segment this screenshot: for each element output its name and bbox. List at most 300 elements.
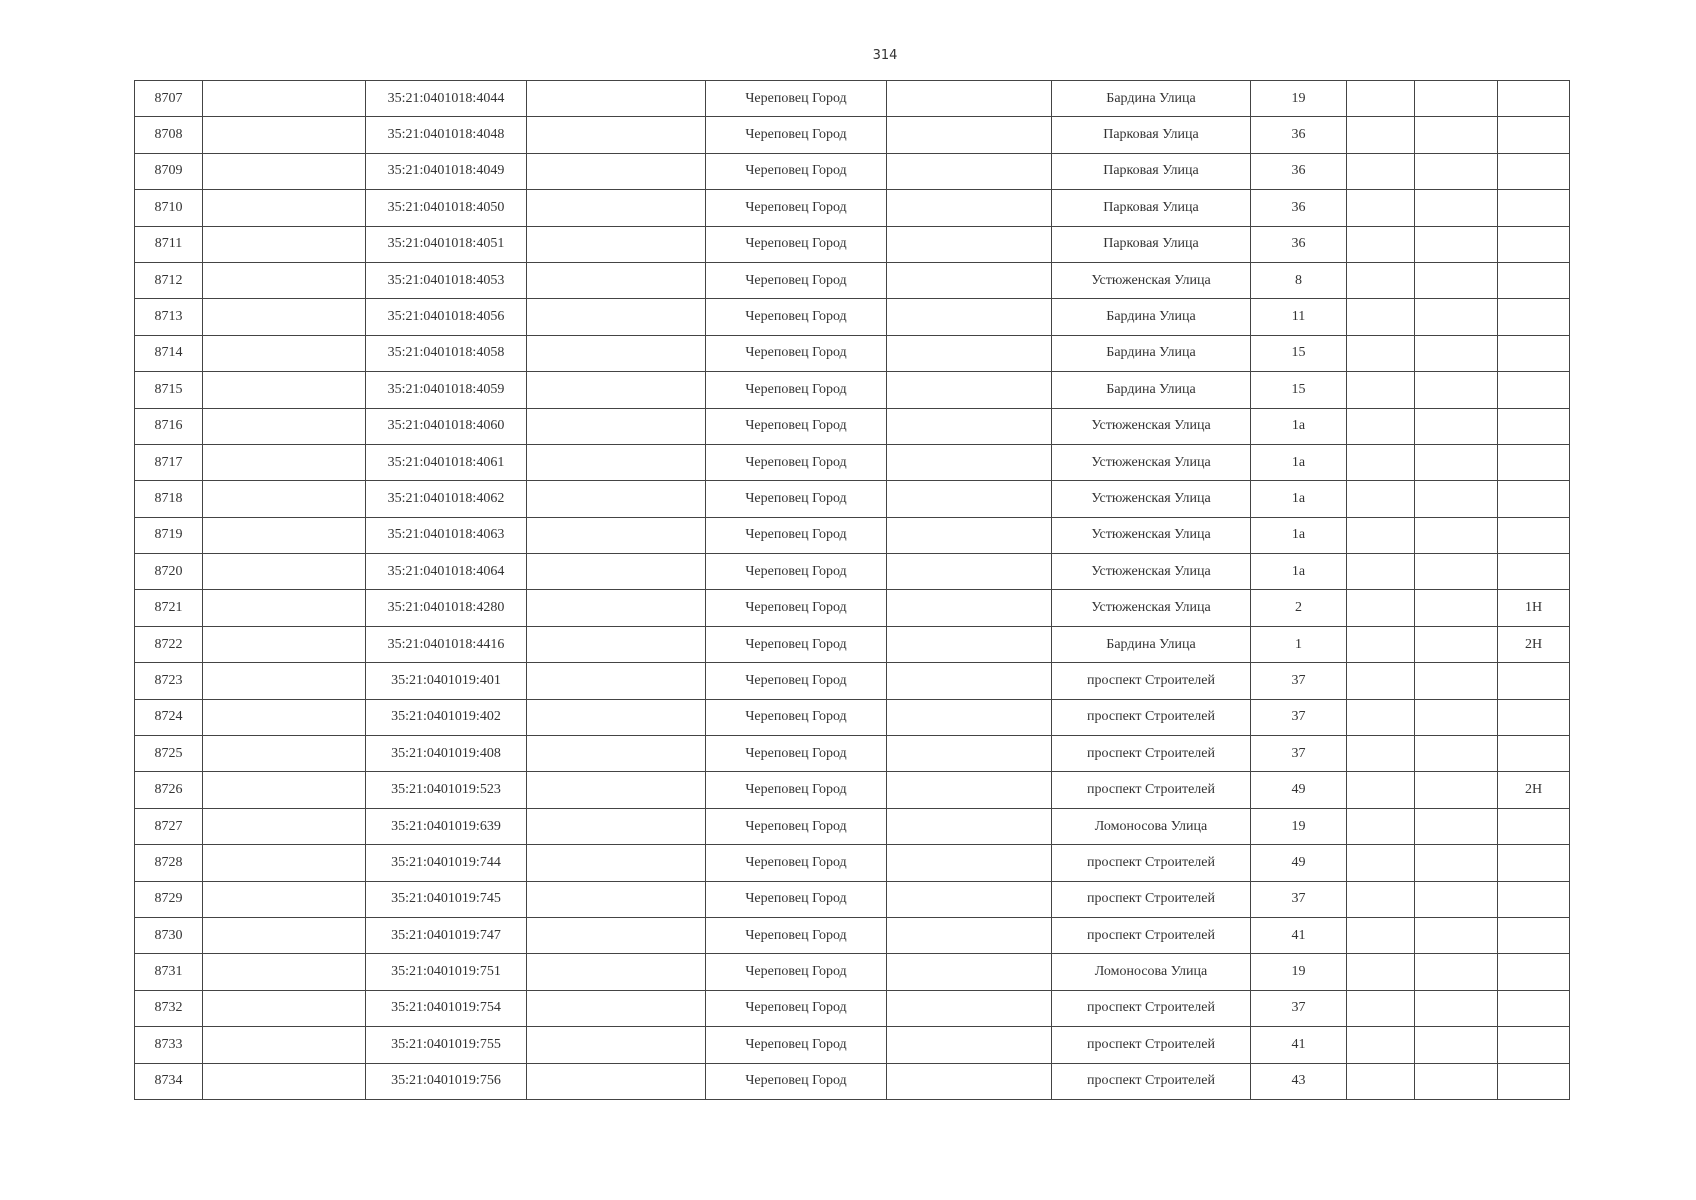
empty-cell bbox=[1415, 772, 1498, 808]
row-number-cell: 8709 bbox=[135, 153, 203, 189]
table-body bbox=[135, 81, 1570, 1100]
empty-cell bbox=[203, 990, 366, 1026]
empty-cell bbox=[1415, 1027, 1498, 1063]
empty-cell bbox=[203, 444, 366, 480]
cadastral-number-cell: 35:21:0401019:756 bbox=[366, 1063, 527, 1099]
table-row bbox=[135, 736, 1570, 772]
empty-cell bbox=[1415, 408, 1498, 444]
house-number-cell: 19 bbox=[1251, 808, 1347, 844]
empty-cell bbox=[887, 262, 1052, 298]
empty-cell bbox=[203, 190, 366, 226]
street-cell: проспект Строителей bbox=[1052, 917, 1251, 953]
empty-cell bbox=[203, 663, 366, 699]
table-row bbox=[135, 590, 1570, 626]
row-number-cell: 8733 bbox=[135, 1027, 203, 1063]
empty-cell bbox=[1347, 517, 1415, 553]
empty-cell bbox=[887, 736, 1052, 772]
empty-cell bbox=[1347, 990, 1415, 1026]
city-cell: Череповец Город bbox=[706, 1027, 887, 1063]
city-cell: Череповец Город bbox=[706, 845, 887, 881]
table-row bbox=[135, 917, 1570, 953]
city-cell: Череповец Город bbox=[706, 881, 887, 917]
row-number-cell: 8720 bbox=[135, 554, 203, 590]
empty-cell bbox=[527, 881, 706, 917]
empty-cell bbox=[1347, 663, 1415, 699]
table-row bbox=[135, 663, 1570, 699]
city-cell: Череповец Город bbox=[706, 663, 887, 699]
premise-cell bbox=[1498, 881, 1570, 917]
empty-cell bbox=[1415, 881, 1498, 917]
empty-cell bbox=[1347, 845, 1415, 881]
street-cell: проспект Строителей bbox=[1052, 1063, 1251, 1099]
table-row bbox=[135, 990, 1570, 1026]
city-cell: Череповец Город bbox=[706, 372, 887, 408]
row-number-cell: 8722 bbox=[135, 626, 203, 662]
city-cell: Череповец Город bbox=[706, 1063, 887, 1099]
premise-cell bbox=[1498, 1063, 1570, 1099]
empty-cell bbox=[1347, 299, 1415, 335]
empty-cell bbox=[1415, 845, 1498, 881]
premise-cell bbox=[1498, 1027, 1570, 1063]
empty-cell bbox=[1415, 81, 1498, 117]
empty-cell bbox=[887, 772, 1052, 808]
cadastral-number-cell: 35:21:0401019:755 bbox=[366, 1027, 527, 1063]
empty-cell bbox=[1415, 663, 1498, 699]
house-number-cell: 2 bbox=[1251, 590, 1347, 626]
city-cell: Череповец Город bbox=[706, 117, 887, 153]
premise-cell bbox=[1498, 444, 1570, 480]
cadastral-number-cell: 35:21:0401018:4049 bbox=[366, 153, 527, 189]
city-cell: Череповец Город bbox=[706, 299, 887, 335]
empty-cell bbox=[1347, 408, 1415, 444]
row-number-cell: 8727 bbox=[135, 808, 203, 844]
street-cell: Бардина Улица bbox=[1052, 626, 1251, 662]
table-row bbox=[135, 153, 1570, 189]
street-cell: Устюженская Улица bbox=[1052, 262, 1251, 298]
city-cell: Череповец Город bbox=[706, 262, 887, 298]
empty-cell bbox=[887, 117, 1052, 153]
street-cell: проспект Строителей bbox=[1052, 699, 1251, 735]
cadastral-number-cell: 35:21:0401018:4063 bbox=[366, 517, 527, 553]
empty-cell bbox=[203, 1063, 366, 1099]
empty-cell bbox=[527, 226, 706, 262]
street-cell: Бардина Улица bbox=[1052, 335, 1251, 371]
table-row bbox=[135, 226, 1570, 262]
empty-cell bbox=[1415, 699, 1498, 735]
empty-cell bbox=[1347, 190, 1415, 226]
registry-table bbox=[134, 80, 1570, 1100]
house-number-cell: 49 bbox=[1251, 845, 1347, 881]
cadastral-number-cell: 35:21:0401018:4064 bbox=[366, 554, 527, 590]
row-number-cell: 8707 bbox=[135, 81, 203, 117]
premise-cell bbox=[1498, 954, 1570, 990]
row-number-cell: 8721 bbox=[135, 590, 203, 626]
premise-cell bbox=[1498, 554, 1570, 590]
city-cell: Череповец Город bbox=[706, 190, 887, 226]
street-cell: проспект Строителей bbox=[1052, 736, 1251, 772]
empty-cell bbox=[203, 845, 366, 881]
empty-cell bbox=[1415, 226, 1498, 262]
house-number-cell: 37 bbox=[1251, 663, 1347, 699]
street-cell: Парковая Улица bbox=[1052, 226, 1251, 262]
row-number-cell: 8725 bbox=[135, 736, 203, 772]
table-row bbox=[135, 81, 1570, 117]
empty-cell bbox=[527, 408, 706, 444]
house-number-cell: 43 bbox=[1251, 1063, 1347, 1099]
premise-cell bbox=[1498, 517, 1570, 553]
empty-cell bbox=[1415, 335, 1498, 371]
empty-cell bbox=[1415, 1063, 1498, 1099]
house-number-cell: 41 bbox=[1251, 917, 1347, 953]
table-row bbox=[135, 699, 1570, 735]
empty-cell bbox=[527, 990, 706, 1026]
city-cell: Череповец Город bbox=[706, 335, 887, 371]
table-row bbox=[135, 372, 1570, 408]
table-row bbox=[135, 1063, 1570, 1099]
empty-cell bbox=[527, 808, 706, 844]
cadastral-number-cell: 35:21:0401018:4053 bbox=[366, 262, 527, 298]
cadastral-number-cell: 35:21:0401018:4059 bbox=[366, 372, 527, 408]
house-number-cell: 36 bbox=[1251, 190, 1347, 226]
empty-cell bbox=[1415, 190, 1498, 226]
empty-cell bbox=[1347, 590, 1415, 626]
empty-cell bbox=[887, 845, 1052, 881]
table-row bbox=[135, 262, 1570, 298]
house-number-cell: 37 bbox=[1251, 881, 1347, 917]
premise-cell bbox=[1498, 808, 1570, 844]
table-row bbox=[135, 408, 1570, 444]
empty-cell bbox=[1347, 626, 1415, 662]
city-cell: Череповец Город bbox=[706, 590, 887, 626]
empty-cell bbox=[527, 554, 706, 590]
cadastral-number-cell: 35:21:0401018:4048 bbox=[366, 117, 527, 153]
empty-cell bbox=[203, 736, 366, 772]
empty-cell bbox=[203, 517, 366, 553]
house-number-cell: 1а bbox=[1251, 517, 1347, 553]
empty-cell bbox=[1347, 262, 1415, 298]
empty-cell bbox=[887, 517, 1052, 553]
premise-cell bbox=[1498, 699, 1570, 735]
empty-cell bbox=[527, 262, 706, 298]
street-cell: Устюженская Улица bbox=[1052, 481, 1251, 517]
empty-cell bbox=[203, 917, 366, 953]
empty-cell bbox=[203, 881, 366, 917]
empty-cell bbox=[887, 1027, 1052, 1063]
empty-cell bbox=[203, 117, 366, 153]
street-cell: проспект Строителей bbox=[1052, 881, 1251, 917]
cadastral-number-cell: 35:21:0401018:4058 bbox=[366, 335, 527, 371]
empty-cell bbox=[1347, 481, 1415, 517]
cadastral-number-cell: 35:21:0401019:745 bbox=[366, 881, 527, 917]
empty-cell bbox=[527, 299, 706, 335]
row-number-cell: 8731 bbox=[135, 954, 203, 990]
empty-cell bbox=[527, 444, 706, 480]
empty-cell bbox=[887, 299, 1052, 335]
empty-cell bbox=[1415, 444, 1498, 480]
row-number-cell: 8732 bbox=[135, 990, 203, 1026]
premise-cell bbox=[1498, 408, 1570, 444]
empty-cell bbox=[203, 808, 366, 844]
street-cell: Бардина Улица bbox=[1052, 372, 1251, 408]
empty-cell bbox=[887, 590, 1052, 626]
cadastral-number-cell: 35:21:0401018:4280 bbox=[366, 590, 527, 626]
premise-cell bbox=[1498, 117, 1570, 153]
house-number-cell: 41 bbox=[1251, 1027, 1347, 1063]
empty-cell bbox=[1347, 81, 1415, 117]
cadastral-number-cell: 35:21:0401019:408 bbox=[366, 736, 527, 772]
empty-cell bbox=[887, 372, 1052, 408]
empty-cell bbox=[1415, 917, 1498, 953]
empty-cell bbox=[203, 626, 366, 662]
row-number-cell: 8712 bbox=[135, 262, 203, 298]
premise-cell bbox=[1498, 481, 1570, 517]
empty-cell bbox=[887, 554, 1052, 590]
row-number-cell: 8716 bbox=[135, 408, 203, 444]
empty-cell bbox=[887, 626, 1052, 662]
row-number-cell: 8710 bbox=[135, 190, 203, 226]
house-number-cell: 49 bbox=[1251, 772, 1347, 808]
premise-cell bbox=[1498, 262, 1570, 298]
table-row bbox=[135, 845, 1570, 881]
empty-cell bbox=[1415, 736, 1498, 772]
empty-cell bbox=[1415, 990, 1498, 1026]
empty-cell bbox=[887, 81, 1052, 117]
empty-cell bbox=[1347, 335, 1415, 371]
cadastral-number-cell: 35:21:0401018:4050 bbox=[366, 190, 527, 226]
empty-cell bbox=[527, 81, 706, 117]
empty-cell bbox=[1347, 917, 1415, 953]
house-number-cell: 1а bbox=[1251, 554, 1347, 590]
city-cell: Череповец Город bbox=[706, 444, 887, 480]
empty-cell bbox=[527, 590, 706, 626]
row-number-cell: 8729 bbox=[135, 881, 203, 917]
house-number-cell: 19 bbox=[1251, 81, 1347, 117]
house-number-cell: 37 bbox=[1251, 699, 1347, 735]
empty-cell bbox=[1415, 299, 1498, 335]
empty-cell bbox=[203, 1027, 366, 1063]
cadastral-number-cell: 35:21:0401018:4062 bbox=[366, 481, 527, 517]
street-cell: Устюженская Улица bbox=[1052, 590, 1251, 626]
city-cell: Череповец Город bbox=[706, 917, 887, 953]
empty-cell bbox=[887, 954, 1052, 990]
table-row bbox=[135, 335, 1570, 371]
street-cell: Парковая Улица bbox=[1052, 117, 1251, 153]
house-number-cell: 37 bbox=[1251, 736, 1347, 772]
row-number-cell: 8724 bbox=[135, 699, 203, 735]
table-row bbox=[135, 444, 1570, 480]
row-number-cell: 8717 bbox=[135, 444, 203, 480]
empty-cell bbox=[887, 335, 1052, 371]
city-cell: Череповец Город bbox=[706, 226, 887, 262]
street-cell: Устюженская Улица bbox=[1052, 554, 1251, 590]
table-row bbox=[135, 626, 1570, 662]
empty-cell bbox=[527, 153, 706, 189]
empty-cell bbox=[887, 990, 1052, 1026]
street-cell: Ломоносова Улица bbox=[1052, 954, 1251, 990]
empty-cell bbox=[203, 299, 366, 335]
street-cell: проспект Строителей bbox=[1052, 663, 1251, 699]
empty-cell bbox=[887, 481, 1052, 517]
empty-cell bbox=[1415, 517, 1498, 553]
empty-cell bbox=[1347, 117, 1415, 153]
empty-cell bbox=[1415, 554, 1498, 590]
empty-cell bbox=[527, 954, 706, 990]
empty-cell bbox=[887, 408, 1052, 444]
empty-cell bbox=[1347, 736, 1415, 772]
empty-cell bbox=[527, 117, 706, 153]
house-number-cell: 36 bbox=[1251, 153, 1347, 189]
empty-cell bbox=[527, 481, 706, 517]
premise-cell bbox=[1498, 226, 1570, 262]
table-row bbox=[135, 554, 1570, 590]
empty-cell bbox=[1347, 226, 1415, 262]
empty-cell bbox=[1415, 481, 1498, 517]
empty-cell bbox=[527, 190, 706, 226]
table-row bbox=[135, 808, 1570, 844]
empty-cell bbox=[887, 444, 1052, 480]
empty-cell bbox=[203, 699, 366, 735]
table-row bbox=[135, 954, 1570, 990]
house-number-cell: 19 bbox=[1251, 954, 1347, 990]
street-cell: Парковая Улица bbox=[1052, 153, 1251, 189]
street-cell: Бардина Улица bbox=[1052, 81, 1251, 117]
city-cell: Череповец Город bbox=[706, 153, 887, 189]
empty-cell bbox=[527, 699, 706, 735]
empty-cell bbox=[203, 590, 366, 626]
table-row bbox=[135, 481, 1570, 517]
street-cell: проспект Строителей bbox=[1052, 990, 1251, 1026]
row-number-cell: 8719 bbox=[135, 517, 203, 553]
empty-cell bbox=[527, 372, 706, 408]
empty-cell bbox=[527, 663, 706, 699]
empty-cell bbox=[1347, 1027, 1415, 1063]
house-number-cell: 15 bbox=[1251, 335, 1347, 371]
street-cell: проспект Строителей bbox=[1052, 772, 1251, 808]
house-number-cell: 1а bbox=[1251, 444, 1347, 480]
empty-cell bbox=[527, 1027, 706, 1063]
cadastral-number-cell: 35:21:0401019:754 bbox=[366, 990, 527, 1026]
city-cell: Череповец Город bbox=[706, 408, 887, 444]
house-number-cell: 1а bbox=[1251, 481, 1347, 517]
empty-cell bbox=[527, 1063, 706, 1099]
empty-cell bbox=[203, 81, 366, 117]
premise-cell bbox=[1498, 335, 1570, 371]
empty-cell bbox=[527, 917, 706, 953]
table-row bbox=[135, 190, 1570, 226]
empty-cell bbox=[203, 262, 366, 298]
row-number-cell: 8734 bbox=[135, 1063, 203, 1099]
page-number: 314 bbox=[872, 48, 898, 63]
street-cell: Ломоносова Улица bbox=[1052, 808, 1251, 844]
city-cell: Череповец Город bbox=[706, 736, 887, 772]
row-number-cell: 8711 bbox=[135, 226, 203, 262]
city-cell: Череповец Город bbox=[706, 990, 887, 1026]
empty-cell bbox=[887, 1063, 1052, 1099]
house-number-cell: 1 bbox=[1251, 626, 1347, 662]
row-number-cell: 8726 bbox=[135, 772, 203, 808]
street-cell: проспект Строителей bbox=[1052, 845, 1251, 881]
cadastral-number-cell: 35:21:0401018:4060 bbox=[366, 408, 527, 444]
table-row bbox=[135, 299, 1570, 335]
premise-cell bbox=[1498, 81, 1570, 117]
premise-cell: 2Н bbox=[1498, 626, 1570, 662]
street-cell: Бардина Улица bbox=[1052, 299, 1251, 335]
empty-cell bbox=[203, 481, 366, 517]
premise-cell bbox=[1498, 663, 1570, 699]
empty-cell bbox=[527, 772, 706, 808]
table-row bbox=[135, 517, 1570, 553]
empty-cell bbox=[1347, 808, 1415, 844]
street-cell: Устюженская Улица bbox=[1052, 517, 1251, 553]
city-cell: Череповец Город bbox=[706, 772, 887, 808]
cadastral-number-cell: 35:21:0401018:4061 bbox=[366, 444, 527, 480]
empty-cell bbox=[203, 372, 366, 408]
premise-cell bbox=[1498, 372, 1570, 408]
house-number-cell: 36 bbox=[1251, 117, 1347, 153]
empty-cell bbox=[527, 517, 706, 553]
row-number-cell: 8728 bbox=[135, 845, 203, 881]
empty-cell bbox=[887, 808, 1052, 844]
empty-cell bbox=[1415, 954, 1498, 990]
row-number-cell: 8723 bbox=[135, 663, 203, 699]
empty-cell bbox=[203, 772, 366, 808]
city-cell: Череповец Город bbox=[706, 481, 887, 517]
premise-cell bbox=[1498, 917, 1570, 953]
empty-cell bbox=[887, 226, 1052, 262]
row-number-cell: 8714 bbox=[135, 335, 203, 371]
premise-cell bbox=[1498, 299, 1570, 335]
cadastral-number-cell: 35:21:0401019:523 bbox=[366, 772, 527, 808]
empty-cell bbox=[1415, 590, 1498, 626]
empty-cell bbox=[527, 736, 706, 772]
empty-cell bbox=[1415, 117, 1498, 153]
row-number-cell: 8713 bbox=[135, 299, 203, 335]
table-row bbox=[135, 117, 1570, 153]
premise-cell bbox=[1498, 736, 1570, 772]
empty-cell bbox=[1347, 1063, 1415, 1099]
empty-cell bbox=[887, 699, 1052, 735]
empty-cell bbox=[1347, 153, 1415, 189]
premise-cell bbox=[1498, 190, 1570, 226]
empty-cell bbox=[1347, 372, 1415, 408]
empty-cell bbox=[203, 153, 366, 189]
house-number-cell: 8 bbox=[1251, 262, 1347, 298]
cadastral-number-cell: 35:21:0401019:402 bbox=[366, 699, 527, 735]
empty-cell bbox=[1347, 554, 1415, 590]
house-number-cell: 15 bbox=[1251, 372, 1347, 408]
cadastral-number-cell: 35:21:0401019:744 bbox=[366, 845, 527, 881]
empty-cell bbox=[1415, 262, 1498, 298]
cadastral-number-cell: 35:21:0401019:639 bbox=[366, 808, 527, 844]
empty-cell bbox=[1347, 954, 1415, 990]
house-number-cell: 1а bbox=[1251, 408, 1347, 444]
empty-cell bbox=[203, 408, 366, 444]
city-cell: Череповец Город bbox=[706, 699, 887, 735]
empty-cell bbox=[1347, 881, 1415, 917]
row-number-cell: 8708 bbox=[135, 117, 203, 153]
city-cell: Череповец Город bbox=[706, 554, 887, 590]
city-cell: Череповец Город bbox=[706, 81, 887, 117]
cadastral-number-cell: 35:21:0401018:4044 bbox=[366, 81, 527, 117]
empty-cell bbox=[1347, 444, 1415, 480]
street-cell: Устюженская Улица bbox=[1052, 408, 1251, 444]
premise-cell: 1Н bbox=[1498, 590, 1570, 626]
empty-cell bbox=[887, 190, 1052, 226]
empty-cell bbox=[203, 554, 366, 590]
empty-cell bbox=[203, 226, 366, 262]
street-cell: Устюженская Улица bbox=[1052, 444, 1251, 480]
empty-cell bbox=[887, 881, 1052, 917]
